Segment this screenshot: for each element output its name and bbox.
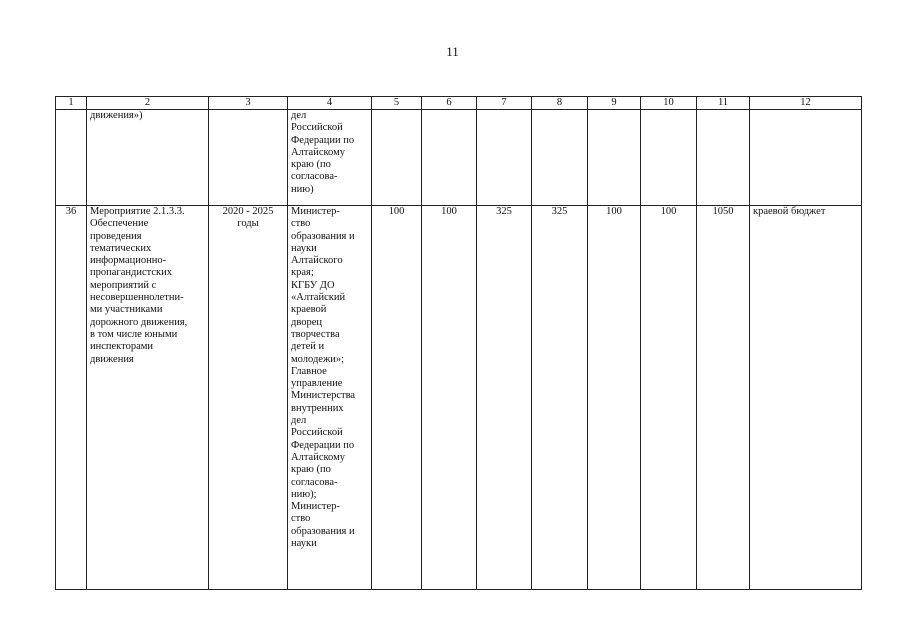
text-line: дел	[291, 110, 307, 121]
text-line: нию);	[291, 488, 317, 500]
cell-empty	[697, 110, 750, 206]
header-cell: 10	[641, 97, 697, 110]
cell-empty	[422, 110, 477, 206]
header-cell: 2	[87, 97, 209, 110]
text-line: науки	[291, 538, 317, 550]
cell-empty	[588, 110, 641, 206]
cell-empty	[532, 110, 588, 206]
page-number: 11	[446, 44, 459, 59]
header-cell: 4	[288, 97, 372, 110]
text-line: Алтайского	[291, 255, 343, 267]
cell-activity	[87, 206, 209, 590]
text-line: инспекторами	[90, 341, 154, 353]
cell-empty	[750, 110, 862, 206]
cell-period	[209, 110, 288, 206]
text-line: творчества	[291, 328, 340, 340]
cell-num: 36	[56, 206, 87, 590]
text-line: управление	[291, 378, 343, 390]
cell-empty	[372, 110, 422, 206]
cell-value: 100	[372, 206, 422, 590]
cell-value: 100	[422, 206, 477, 590]
cell-funding-source: краевой бюджет	[750, 206, 862, 590]
text-line: образования и	[291, 230, 355, 242]
cell-value: 100	[588, 206, 641, 590]
text-line: Алтайскому	[291, 451, 345, 463]
cell-executors-continued	[288, 110, 372, 206]
text-line: проведения	[90, 230, 142, 242]
text-line: Российской	[291, 122, 343, 134]
text-line: тематических	[90, 242, 152, 254]
text-line: Министерства	[291, 390, 356, 402]
header-cell: 5	[372, 97, 422, 110]
header-row	[56, 97, 862, 110]
text-line: несовершеннолетни-	[90, 292, 184, 304]
text-line: Российской	[291, 427, 343, 439]
text-line: детей и	[291, 341, 325, 353]
text-line: Федерации по	[291, 134, 355, 146]
cell-activity-continued	[87, 110, 209, 206]
text-line: Министер-	[291, 501, 340, 513]
text-line: КГБУ ДО	[291, 279, 335, 291]
text-line: ми участниками	[90, 304, 163, 316]
program-table	[55, 96, 862, 590]
header-cell: 9	[588, 97, 641, 110]
text-line: Мероприятие 2.1.3.3.	[90, 206, 185, 217]
header-cell: 12	[750, 97, 862, 110]
text-line: движения»)	[90, 110, 143, 121]
text-line: дворец	[291, 316, 323, 328]
cell-executors	[288, 206, 372, 590]
text-line: дорожного движения,	[90, 316, 188, 328]
text-line: пропагандистских	[90, 267, 172, 279]
text-line: науки	[291, 242, 317, 254]
text-line: края;	[291, 267, 314, 279]
text-line: «Алтайский	[291, 292, 346, 304]
header-cell: 6	[422, 97, 477, 110]
text-line: согласова-	[291, 171, 338, 183]
text-line: движения	[90, 353, 134, 365]
header-cell: 8	[532, 97, 588, 110]
text-line: Алтайскому	[291, 146, 345, 158]
text-line: согласова-	[291, 476, 338, 488]
cell-value-total: 1050	[697, 206, 750, 590]
text-line: краевой	[291, 304, 327, 316]
text-line: в том числе юными	[90, 328, 178, 340]
continuation-row	[56, 110, 862, 206]
text-line: молодежи»;	[291, 353, 344, 365]
text-line: информационно-	[90, 255, 167, 267]
cell-value: 100	[641, 206, 697, 590]
text-line: мероприятий с	[90, 279, 157, 291]
text-line: краю (по	[291, 464, 331, 476]
text-line: Главное	[291, 365, 327, 377]
header-cell: 11	[697, 97, 750, 110]
text-line: Федерации по	[291, 439, 355, 451]
text-line: дел	[291, 415, 307, 427]
text-line: годы	[237, 218, 259, 230]
text-line: ство	[291, 218, 311, 230]
cell-period	[209, 206, 288, 590]
header-cell: 3	[209, 97, 288, 110]
cell-num	[56, 110, 87, 206]
header-cell: 1	[56, 97, 87, 110]
text-line: нию)	[291, 183, 314, 195]
cell-empty	[477, 110, 532, 206]
text-line: 2020 - 2025	[222, 206, 274, 217]
cell-empty	[641, 110, 697, 206]
cell-value: 325	[532, 206, 588, 590]
text-line: внутренних	[291, 402, 344, 414]
text-line: Министер-	[291, 206, 340, 217]
cell-value: 325	[477, 206, 532, 590]
text-line: образования и	[291, 525, 355, 537]
text-line: ство	[291, 513, 311, 525]
header-cell: 7	[477, 97, 532, 110]
table-row-36	[56, 206, 862, 590]
text-line: краю (по	[291, 159, 331, 171]
text-line: Обеспечение	[90, 218, 149, 230]
